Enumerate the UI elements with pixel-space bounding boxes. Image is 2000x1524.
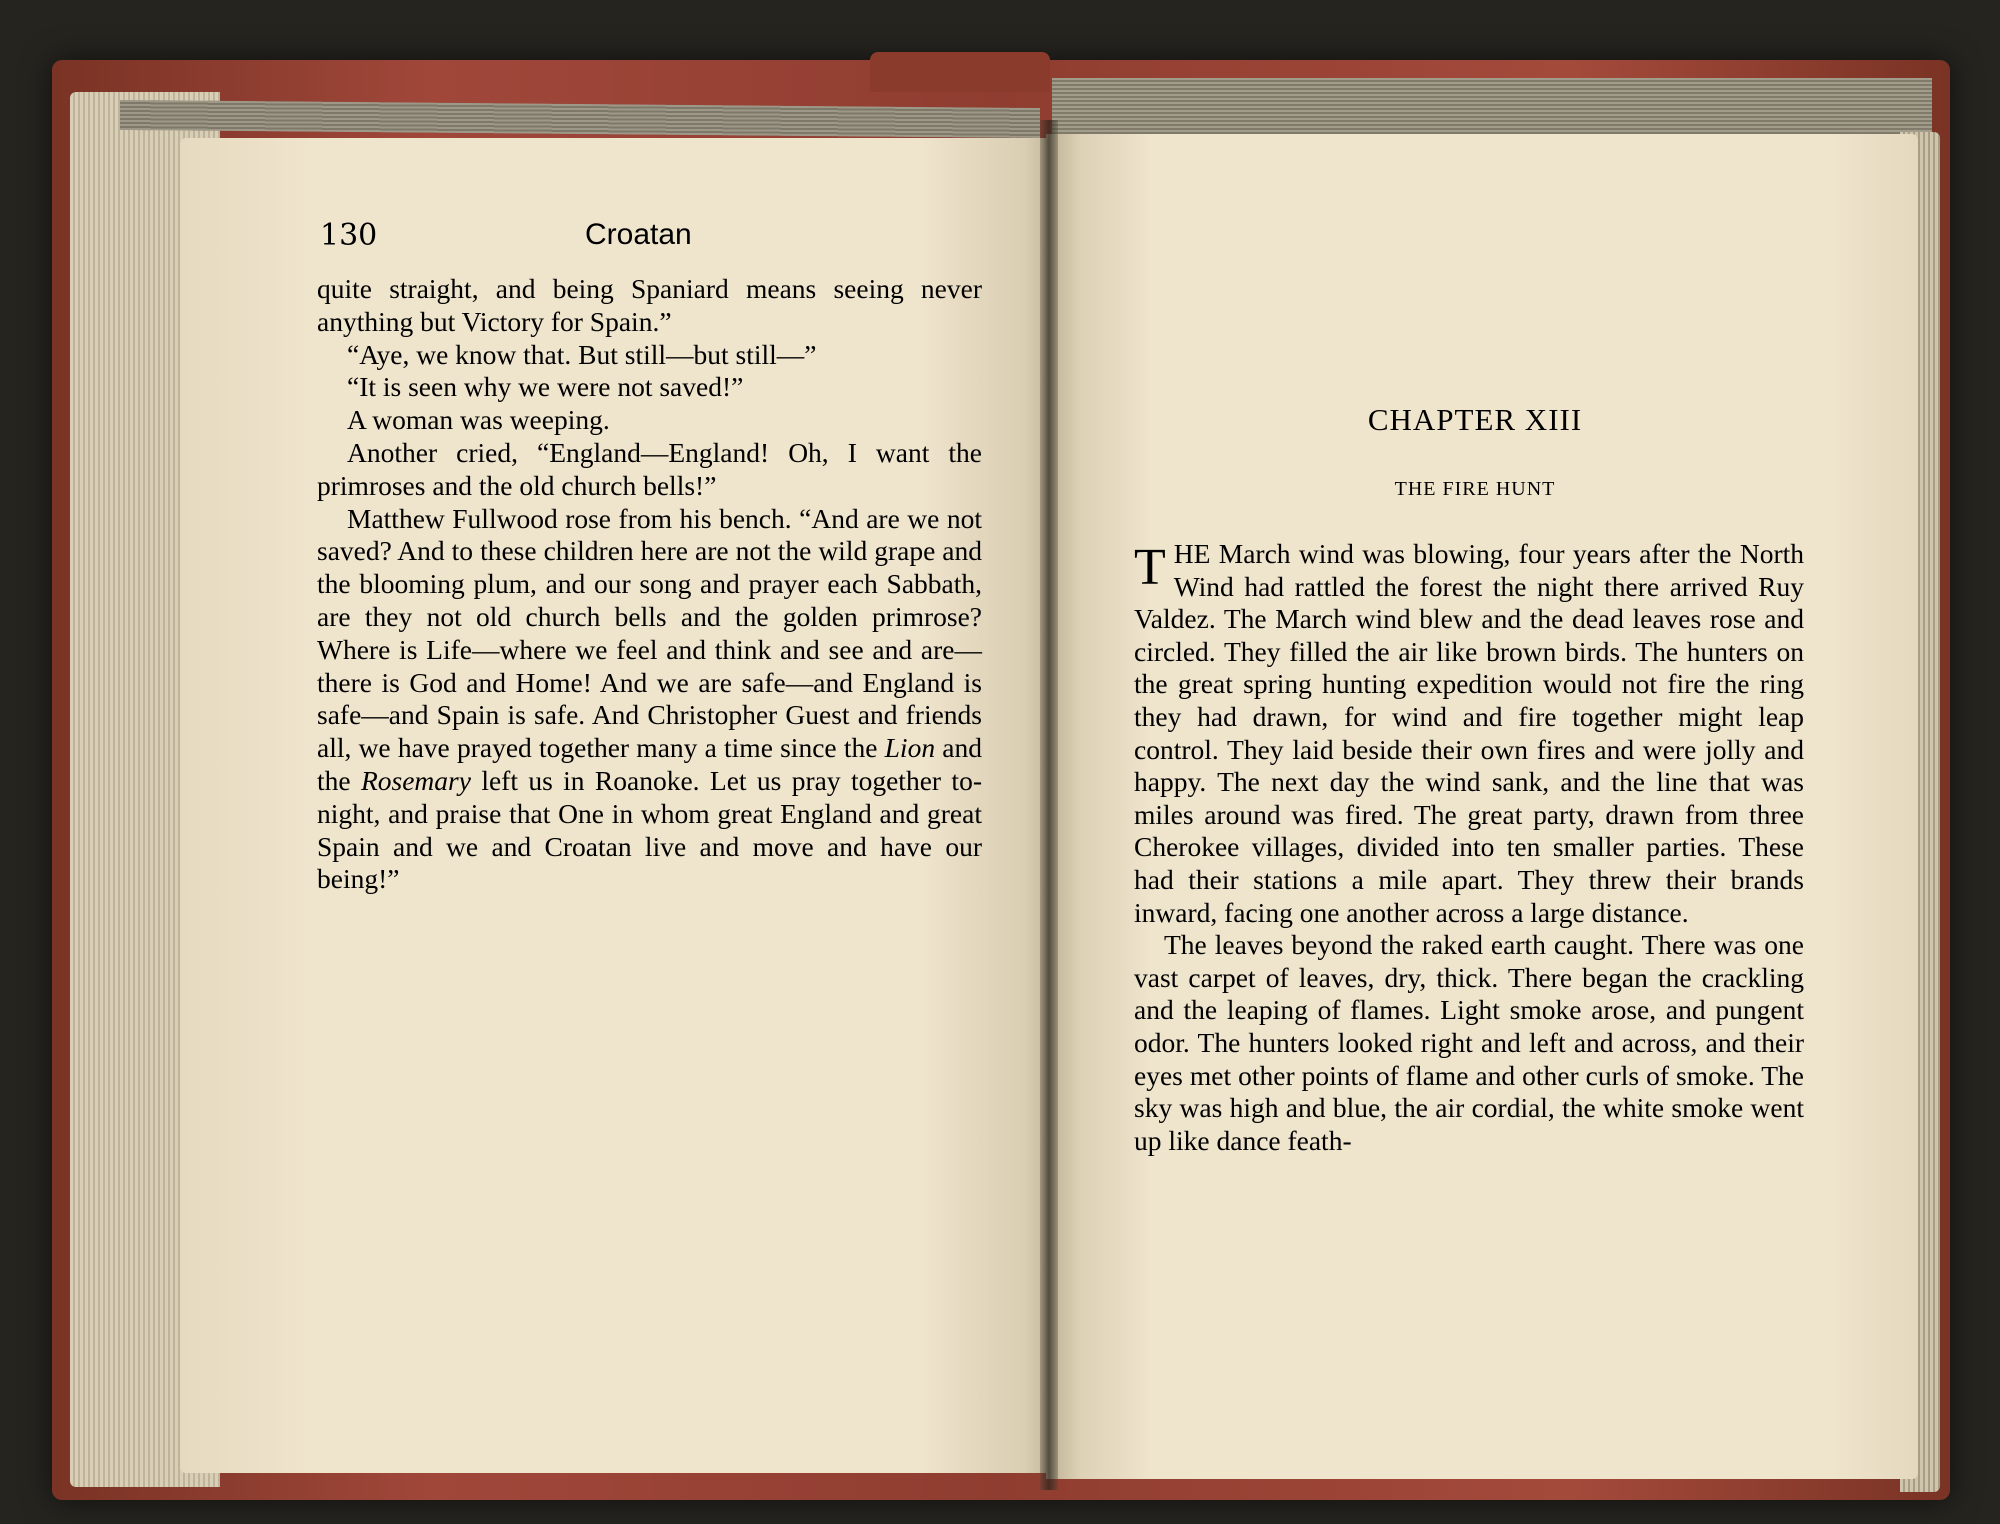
paragraph: The leaves beyond the raked earth caught. There was one vast carpet of leaves, dry, thick. There began the crackling and the leaping of flames. Light smoke arose, and pungent odor. The hunters looked right and left and across, and their eyes met other points of flame and other curls of smoke. The sky was high and blue, the air cordial, the white smoke went up like dance feath- bbox=[1134, 929, 1804, 1156]
ship-name: Lion bbox=[884, 732, 936, 764]
paragraph-text: “It is seen why we were not saved!” bbox=[347, 371, 744, 403]
ship-name: Rosemary bbox=[360, 764, 471, 796]
paragraph bbox=[1134, 538, 1804, 929]
left-page-body bbox=[317, 273, 982, 896]
book-spine bbox=[870, 52, 1050, 92]
paragraph-text: “Aye, we know that. But still—but still—” bbox=[347, 338, 817, 370]
paragraph bbox=[317, 503, 982, 897]
drop-cap: T bbox=[1134, 539, 1166, 596]
running-title: Croatan bbox=[585, 218, 692, 251]
chapter-subtitle: THE FIRE HUNT bbox=[1394, 478, 1556, 500]
paragraph bbox=[317, 371, 982, 404]
paragraph bbox=[317, 404, 982, 437]
paragraph bbox=[317, 437, 982, 503]
right-page-body bbox=[1134, 538, 1804, 1157]
paragraph-text: Another cried, “England—England! Oh, I want the primroses and the old church bells!” bbox=[317, 436, 982, 501]
page-number: 130 bbox=[320, 218, 378, 253]
book-gutter bbox=[1040, 120, 1058, 1490]
paragraph-text: Matthew Fullwood rose from his bench. “And are we not saved? And to these children here are not the wild grape and the blooming plum, and our song and prayer each Sabbath, are they not old church bells and the golden primrose? Where is Life—where we feel and think and see and are—there is God and Home! And we are safe—and England is safe—and Spain is safe. And Christopher Guest and friends all, we have prayed together many a time since the bbox=[317, 502, 982, 764]
page-edges-top-right bbox=[1052, 78, 1932, 140]
paragraph-text: quite straight, and being Spaniard means seeing never anything but Victory for Spain.” bbox=[317, 273, 982, 337]
paragraph-text: March wind was blowing, four years after the North Wind had rattled the forest the night there arrived Ruy Valdez. The March wind blew and the dead leaves rose and circled. They filled the air like brown birds. The hunters on the great spring hunting expedition would not fire the ring they had drawn, for wind and fire together might leap control. They laid beside their own fires and were jolly and happy. The next day the wind sank, and the line that was miles around was fired. The great party, drawn from three Cherokee villages, divided into ten smaller parties. These had their stations a mile apart. They threw their brands inward, facing one another across a large distance. bbox=[1134, 538, 1804, 928]
paragraph bbox=[317, 339, 982, 372]
running-head bbox=[320, 218, 1010, 258]
paragraph-text: and the bbox=[317, 732, 982, 796]
chapter-title: CHAPTER XIII bbox=[1367, 402, 1583, 437]
paragraph-text: A woman was weeping. bbox=[347, 404, 610, 436]
paragraph bbox=[317, 273, 982, 339]
first-word-rest: HE bbox=[1173, 538, 1211, 569]
paragraph-text: left us in Roanoke. Let us pray together to-night, and praise that One in whom great England and great Spain and we and Croatan live and move and have our being!” bbox=[317, 764, 982, 895]
